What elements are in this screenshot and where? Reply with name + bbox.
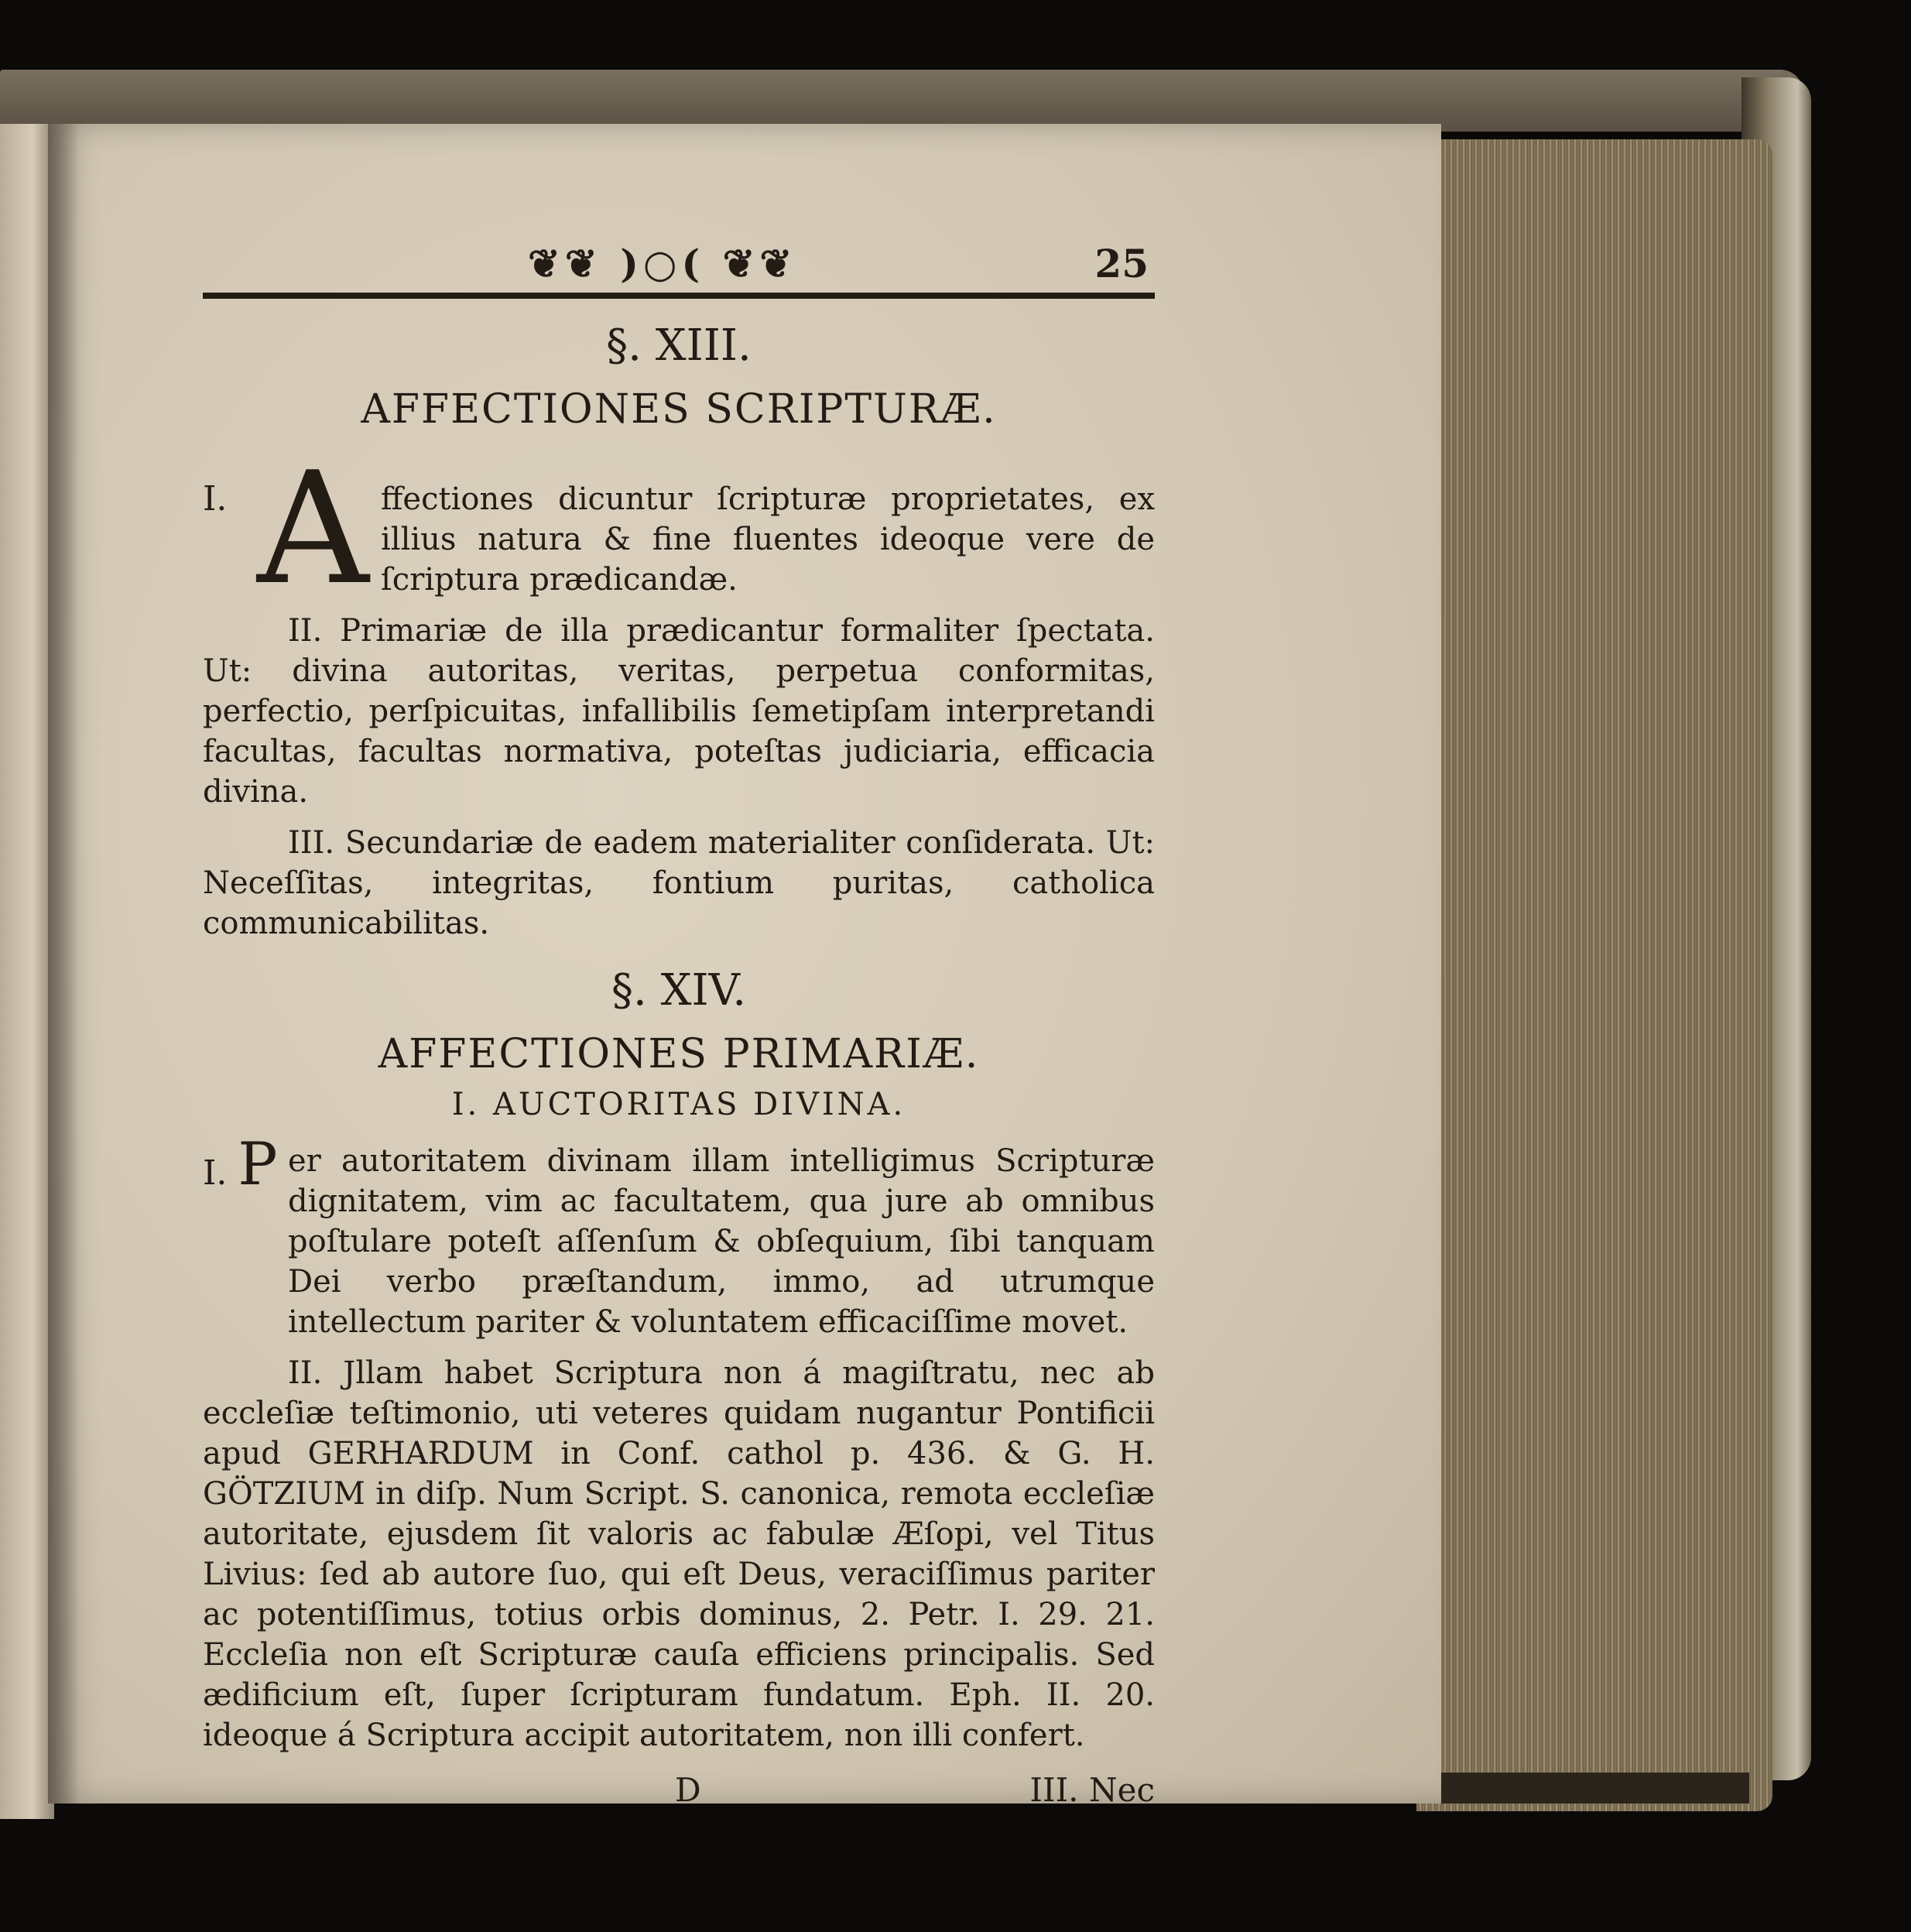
left-page-sliver xyxy=(0,124,54,1819)
page-number: 25 xyxy=(1094,241,1149,286)
drop-cap: A xyxy=(257,439,369,619)
ornament-right: ❦❦ xyxy=(722,241,797,286)
section-14-number: §. XIV. xyxy=(611,965,747,1016)
paragraph-numeral: I. xyxy=(203,1153,228,1193)
page-content xyxy=(203,240,1155,1809)
paragraph-text: ffectiones dicuntur ſcripturæ proprietates, ex illius natura & fine fluentes ideoque vere de ſcriptura prædicandæ. xyxy=(381,481,1155,598)
section-13-paragraph-2: II. Primariæ de illa prædicantur formaliter ſpectata. Ut: divina autoritas, veritas, perpetua conformitas, perfectio, perſpicuitas, infallibilis ſemetipſam interpretandi facultas, facultas normativa, poteſtas judiciaria, efficacia divina. xyxy=(203,613,1155,810)
section-13-title: AFFECTIONES SCRIPTURÆ. xyxy=(361,386,997,433)
signature-mark: D xyxy=(675,1771,701,1809)
section-14-title: AFFECTIONES PRIMARIÆ. xyxy=(378,1031,980,1077)
section-13-paragraph-3: III. Secundariæ de eadem materialiter conſiderata. Ut: Neceſſitas, integritas, fontium puritas, catholica communicabilitas. xyxy=(203,825,1155,941)
running-header xyxy=(203,240,1155,286)
initial-letter: P xyxy=(238,1129,278,1198)
page-gutter-shadow xyxy=(48,124,79,1804)
section-14-subtitle: I. AUCTORITAS DIVINA. xyxy=(451,1087,906,1122)
section-14-paragraph-2: II. Jllam habet Scriptura non á magiſtratu, nec ab eccleſiæ teſtimonio, uti veteres quidam nugantur Pontificii apud GERHARDUM in Conf. cathol p. 436. & G. H. GÖTZIUM in diſp. Num Script. S. canonica, remota eccleſiæ autoritate, ejusdem ſit valoris ac fabulæ Æſopi, vel Titus Livius: ſed ab autore ſuo, qui eſt Deus, veraciſſimus pariter ac potentiſſimus, totius orbis dominus, 2. Petr. I. 29. 21. Eccleſia non eſt Scripturæ cauſa efficiens principalis. Sed ædificium eſt, ſuper ſcripturam fundatum. Eph. II. 20. ideoque á Scriptura accipit autoritatem, non illi confert. xyxy=(203,1355,1155,1753)
header-ornament xyxy=(528,241,796,286)
paragraph-lead xyxy=(203,1129,288,1342)
book-binding-bottom xyxy=(1424,1773,1749,1804)
header-rule xyxy=(203,293,1155,299)
section-13-number: §. XIII. xyxy=(606,320,752,371)
section-14-paragraph-1 xyxy=(203,1129,1155,1342)
book-cover-top xyxy=(0,70,1803,132)
ornament-left: ❦❦ )○( xyxy=(528,241,705,286)
page-edges xyxy=(1416,139,1772,1811)
section-13-paragraph-1 xyxy=(203,439,1155,619)
paragraph-text: er autoritatem divinam illam intelligimus Scripturæ dignitatem, vim ac facultatem, qua jure ab omnibus poſtulare poteſt aſſenſum & obſequium, ſibi tanquam Dei verbo præſtandum, immo, ad utrumque intellectum pariter & voluntatem efficaciſſime movet. xyxy=(288,1143,1155,1340)
page-footer xyxy=(203,1771,1155,1809)
paragraph-numeral: I. xyxy=(203,479,228,519)
catchword: III. Nec xyxy=(1029,1771,1155,1809)
